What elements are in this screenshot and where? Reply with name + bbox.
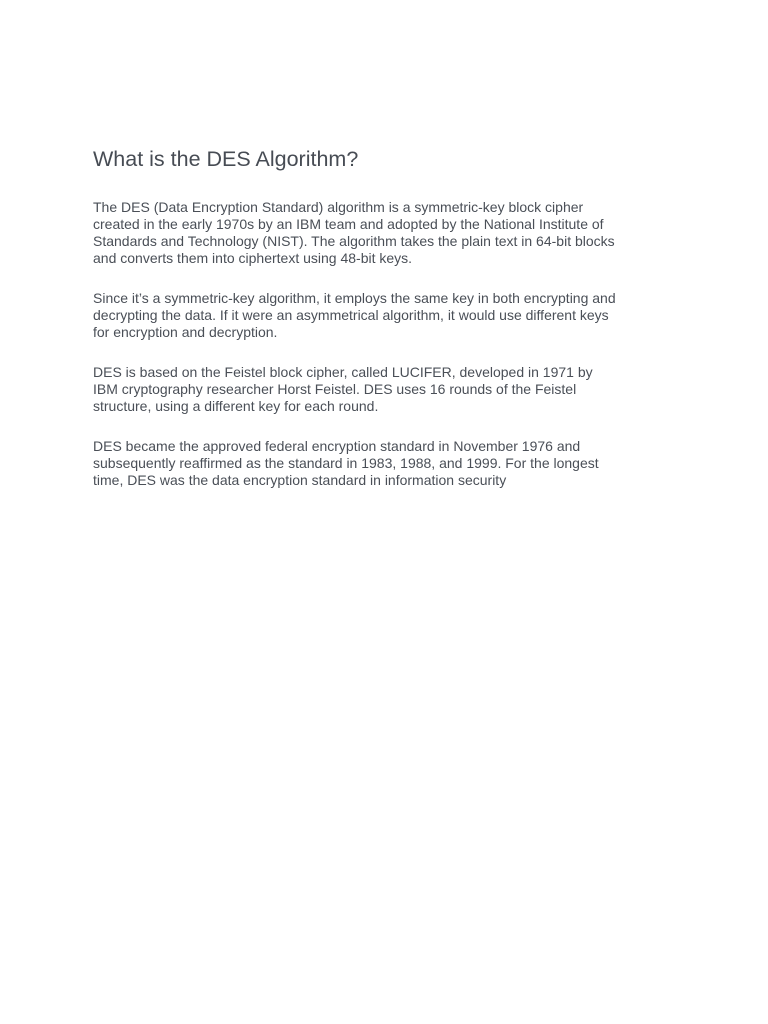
paragraph-symmetric-key: Since it’s a symmetric-key algorithm, it employs the same key in both encrypting and decrypting the data. If it were an asymmetrical algorithm, it would use different keys for encryption and decryption. — [93, 290, 616, 340]
paragraph-federal-standard: DES became the approved federal encryption standard in November 1976 and subsequently reaffirmed as the standard in 1983, 1988, and 1999. For the longest time, DES was the data encryption standard in information security — [93, 438, 599, 488]
paragraph-des-definition: The DES (Data Encryption Standard) algorithm is a symmetric-key block cipher created in the early 1970s by an IBM team and adopted by the National Institute of Standards and Technology (NIST). The algorithm takes the plain text in 64-bit blocks and converts them into ciphertext using 48-bit keys. — [93, 199, 615, 266]
document-title: What is the DES Algorithm? — [93, 147, 359, 171]
paragraph-feistel-cipher: DES is based on the Feistel block cipher, called LUCIFER, developed in 1971 by IBM cryptography researcher Horst Feistel. DES uses 16 rounds of the Feistel structure, using a different key for each round. — [93, 364, 593, 414]
document-page — [93, 146, 683, 512]
